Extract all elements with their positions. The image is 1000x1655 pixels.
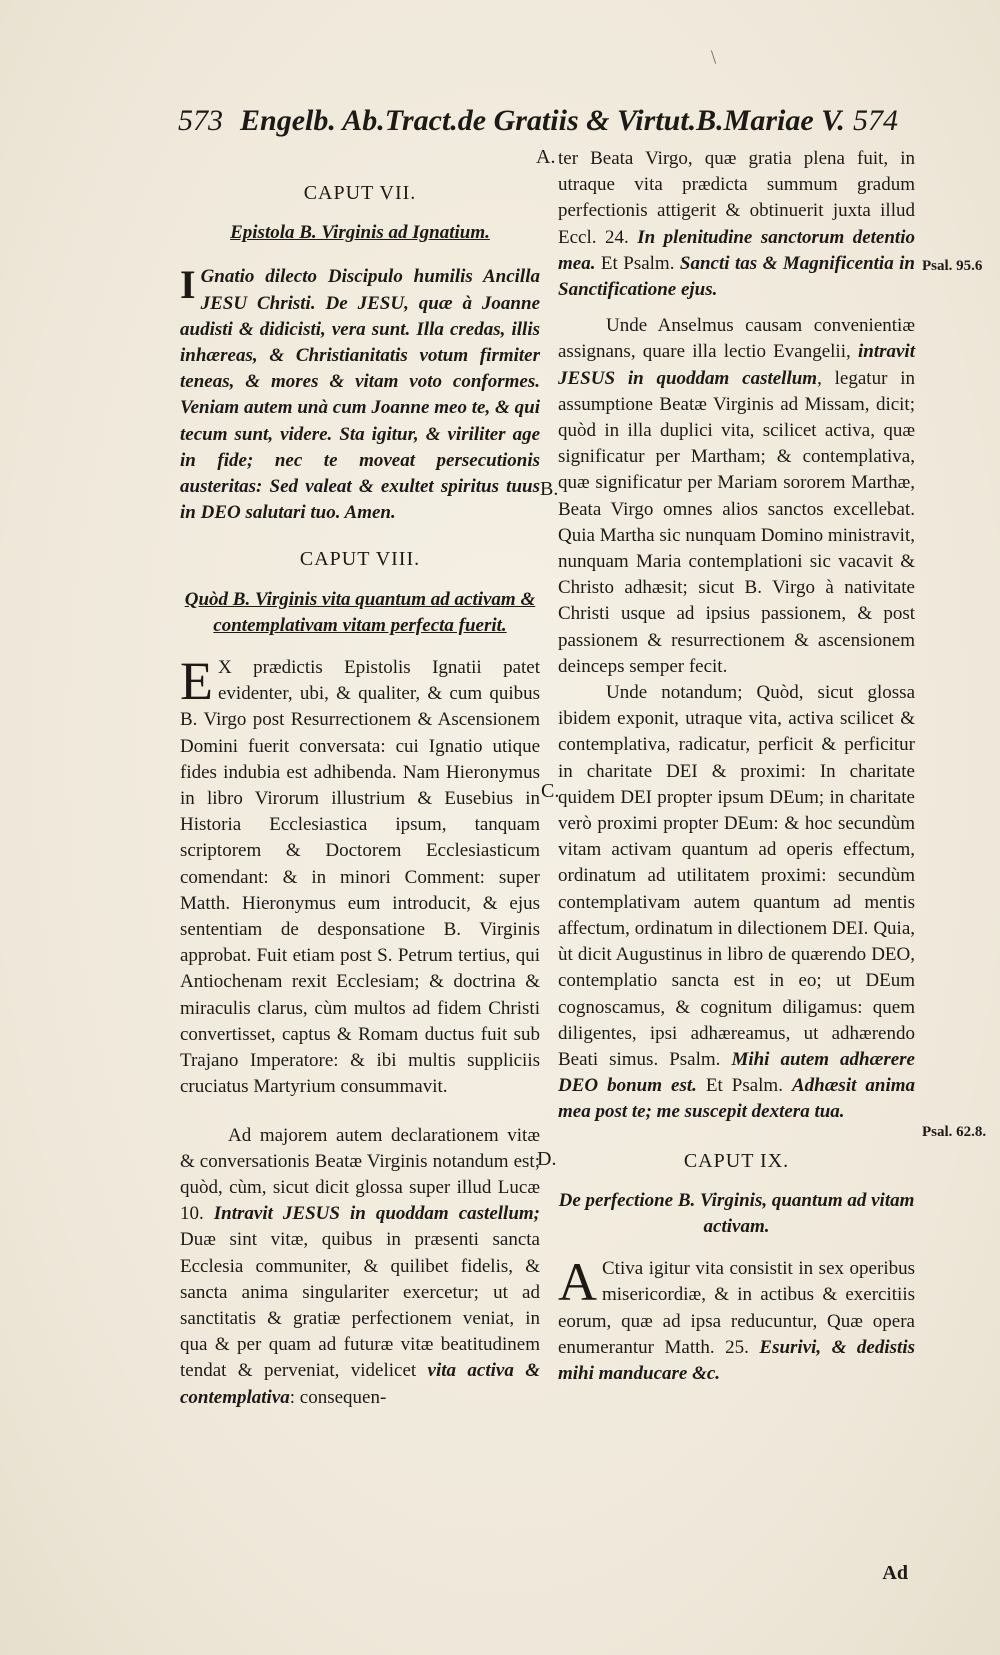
paragraph-2-end: : consequen-	[289, 1386, 387, 1408]
anselm-paragraph	[558, 313, 915, 680]
paragraph-2-text: Ad majorem autem declarationem vitæ & conversationis Beatæ Virginis notandum est; quòd, cùm, sicut dicit glossa super illud Lucæ 10.	[180, 1124, 540, 1225]
spacer	[180, 1101, 540, 1123]
margin-reference-1: Psal. 95.6	[922, 258, 983, 274]
page-number-right: 574	[853, 104, 898, 137]
page-number-left: 573	[178, 104, 223, 137]
glossa-text: Unde notandum; Quòd, sicut glossa ibidem exponit, utraque vita, activa scilicet & contemplativa, radicatur, perficit & perficitur in charitate DEI & proximi: In charitate quidem DEI propter ipsum DEum; in charitate verò proximi propter DEum: & hoc secundùm vitam activam quantum ad operis effectum, ordinatum ad utilitatem proximi: secundùm contemplativam autem quantum ad mentis affectum, ordinatum in dilectionem DEI. Quia, ùt dicit Augustinus in libro de quærendo DEO, contemplatio sancta est in eo; ut DEum cognoscamus, & cognitum diligamus: quem diligentes, ipsi adhæreamus, ut adhærendo Beati simus. Psalm.	[558, 682, 915, 1070]
letter-dropcap: I	[180, 262, 196, 308]
chapter-9-subtitle: De perfectione B. Virginis, quantum ad vitam activam.	[558, 1189, 915, 1237]
anselm-text-cont: , legatur in assumptione Beatæ Virginis ad Missam, dicit; quòd in illa duplici vita, scilicet activa, quæ significatur per Martham; & contemplativa, quæ significatur per Mariam sororem Marthæ, Beata Virgo omnes alios sanctos excellebat. Quia Martha sic nunquam Domino ministravit, nunquam Maria contemplationi sic vacavit & Christo adhæsit; sicut B. Virgo à nativitate Christi usque ad ipsius passionem, & post passionem & resurrectionem & ascensionem deinceps semper fecit.	[558, 367, 915, 677]
psalm-ref-2: Et Psalm.	[705, 1075, 783, 1097]
margin-reference-2: Psal. 62.8.	[922, 1124, 987, 1140]
chapter-7-subtitle: Epistola B. Virginis ad Ignatium.	[230, 222, 490, 244]
chapter-8-heading: CAPUT VIII.	[299, 548, 421, 571]
chapter-7-heading: CAPUT VII.	[303, 182, 417, 204]
paragraph-2-text-cont: Duæ sint vitæ, quibus in præsenti sancta Ecclesia communiter, & quilibet fidelis, & sancta anima singulariter exercetur; ut ad sanctitatis & gratiæ perfectionem veniat, in qua & per quam ad futuræ vitæ beatitudinem tendat & perveniat, videlicet	[180, 1229, 540, 1382]
continuation-paragraph	[558, 146, 915, 303]
right-column	[558, 146, 915, 1387]
chapter-9-text: Ctiva igitur vita consistit in sex operibus misericordiæ, & in actibus & exercitiis eorum, quæ ad ipsa reducuntur, Quæ opera enumerantur Matth. 25.	[558, 1258, 915, 1358]
letter-text: Gnatio dilecto Discipulo humilis Ancilla JESU Christi. De JESU, quæ à Joanne audisti & didicisti, vera sunt. Illa credas, illis inhæreas, & Christianitatis votum firmiter teneas, & mores & vitam voto conformes. Veniam autem unà cum Joanne meo te, & qui tecum sunt, videre. Sta igitur, & viriliter age in fide; nec te moveat persecutionis austeritas: Sed valeat & exultet spiritus tuus in DEO salutari tuo. Amen.	[180, 266, 540, 524]
chapter-8-paragraph-2	[180, 1123, 540, 1411]
running-title: Engelb. Ab.Tract.de Gratiis & Virtut.B.Mariae V.	[240, 104, 845, 137]
continuation-text: ter Beata Virgo, quæ gratia plena fuit, in utraque vita prædicta summum gradum perfectionis attigerit & obtinuerit juxta illud Eccl. 24.	[558, 148, 915, 248]
gospel-quote: Intravit JESUS in quoddam castellum;	[213, 1203, 540, 1225]
chapter-9-heading: CAPUT IX.	[683, 1149, 790, 1172]
eccl-quote: In plenitudine sanctorum detentio mea.	[558, 226, 915, 274]
margin-letter-d: D.	[537, 1148, 557, 1170]
psalm-ref: Et Psalm.	[600, 252, 675, 274]
anselm-text: Unde Anselmus causam convenientiæ assignans, quare illa lectio Evangelii,	[558, 315, 915, 363]
matthew-quote: Esurivi, & dedistis mihi manducare &c.	[558, 1336, 915, 1384]
ink-mark	[711, 50, 716, 64]
psalm-quote: Sancti tas & Magnificentia in Sanctificatione ejus.	[558, 252, 915, 301]
paragraph-dropcap: E	[180, 651, 213, 712]
psalm-quote-3: Adhæsit anima mea post te; me suscepit dextera tua.	[558, 1075, 916, 1123]
catchword: Ad	[882, 1562, 908, 1584]
margin-letter-a: A.	[536, 146, 556, 168]
psalm-quote-2: Mihi autem adhærere DEO bonum est.	[558, 1048, 915, 1097]
gospel-quote-2: intravit JESUS in quoddam castellum	[558, 341, 915, 389]
paragraph-1-text: X prædictis Epistolis Ignatii patet evidenter, ubi, & qualiter, & cum quibus B. Virgo post Resurrectionem & Ascensionem Domini fuerit conversata: cui Ignatio utique fides indubia est adhibenda. Nam Hieronymus in libro Virorum illustrium & Eusebius in Historia Ecclesiastica ipsum, tanquam scriptorem & Doctorem Ecclesiasticum comendant: & in minori Comment: super Matth. Hieronymus eum introducit, & ejus sententiam de desponsatione B. Virginis approbat. Fuit etiam post S. Petrum tertius, qui Antiochenam rexit Ecclesiam; & doctrina & miraculis clarus, cùm multos ad fidem Christi convertisset, captus & Romam ductus fuit sub Trajano Imperatore: & ibi multis suppliciis cruciatus Martyrium consummavit.	[180, 657, 540, 1098]
letter-paragraph	[180, 264, 540, 526]
chapter-9-paragraph	[558, 1252, 915, 1387]
vita-quote: vita activa & contemplativa	[180, 1360, 540, 1408]
margin-letter-c: C.	[541, 780, 560, 802]
left-column	[180, 168, 540, 1411]
margin-letter-b: B.	[540, 478, 559, 500]
chapter-8-paragraph-1	[180, 651, 540, 1100]
chapter-8-subtitle: Quòd B. Virginis vita quantum ad activam & contemplativam vitam perfecta fuerit.	[184, 588, 536, 636]
paragraph-dropcap-a: A	[558, 1252, 597, 1313]
glossa-paragraph	[558, 680, 915, 1125]
running-head	[178, 104, 898, 144]
